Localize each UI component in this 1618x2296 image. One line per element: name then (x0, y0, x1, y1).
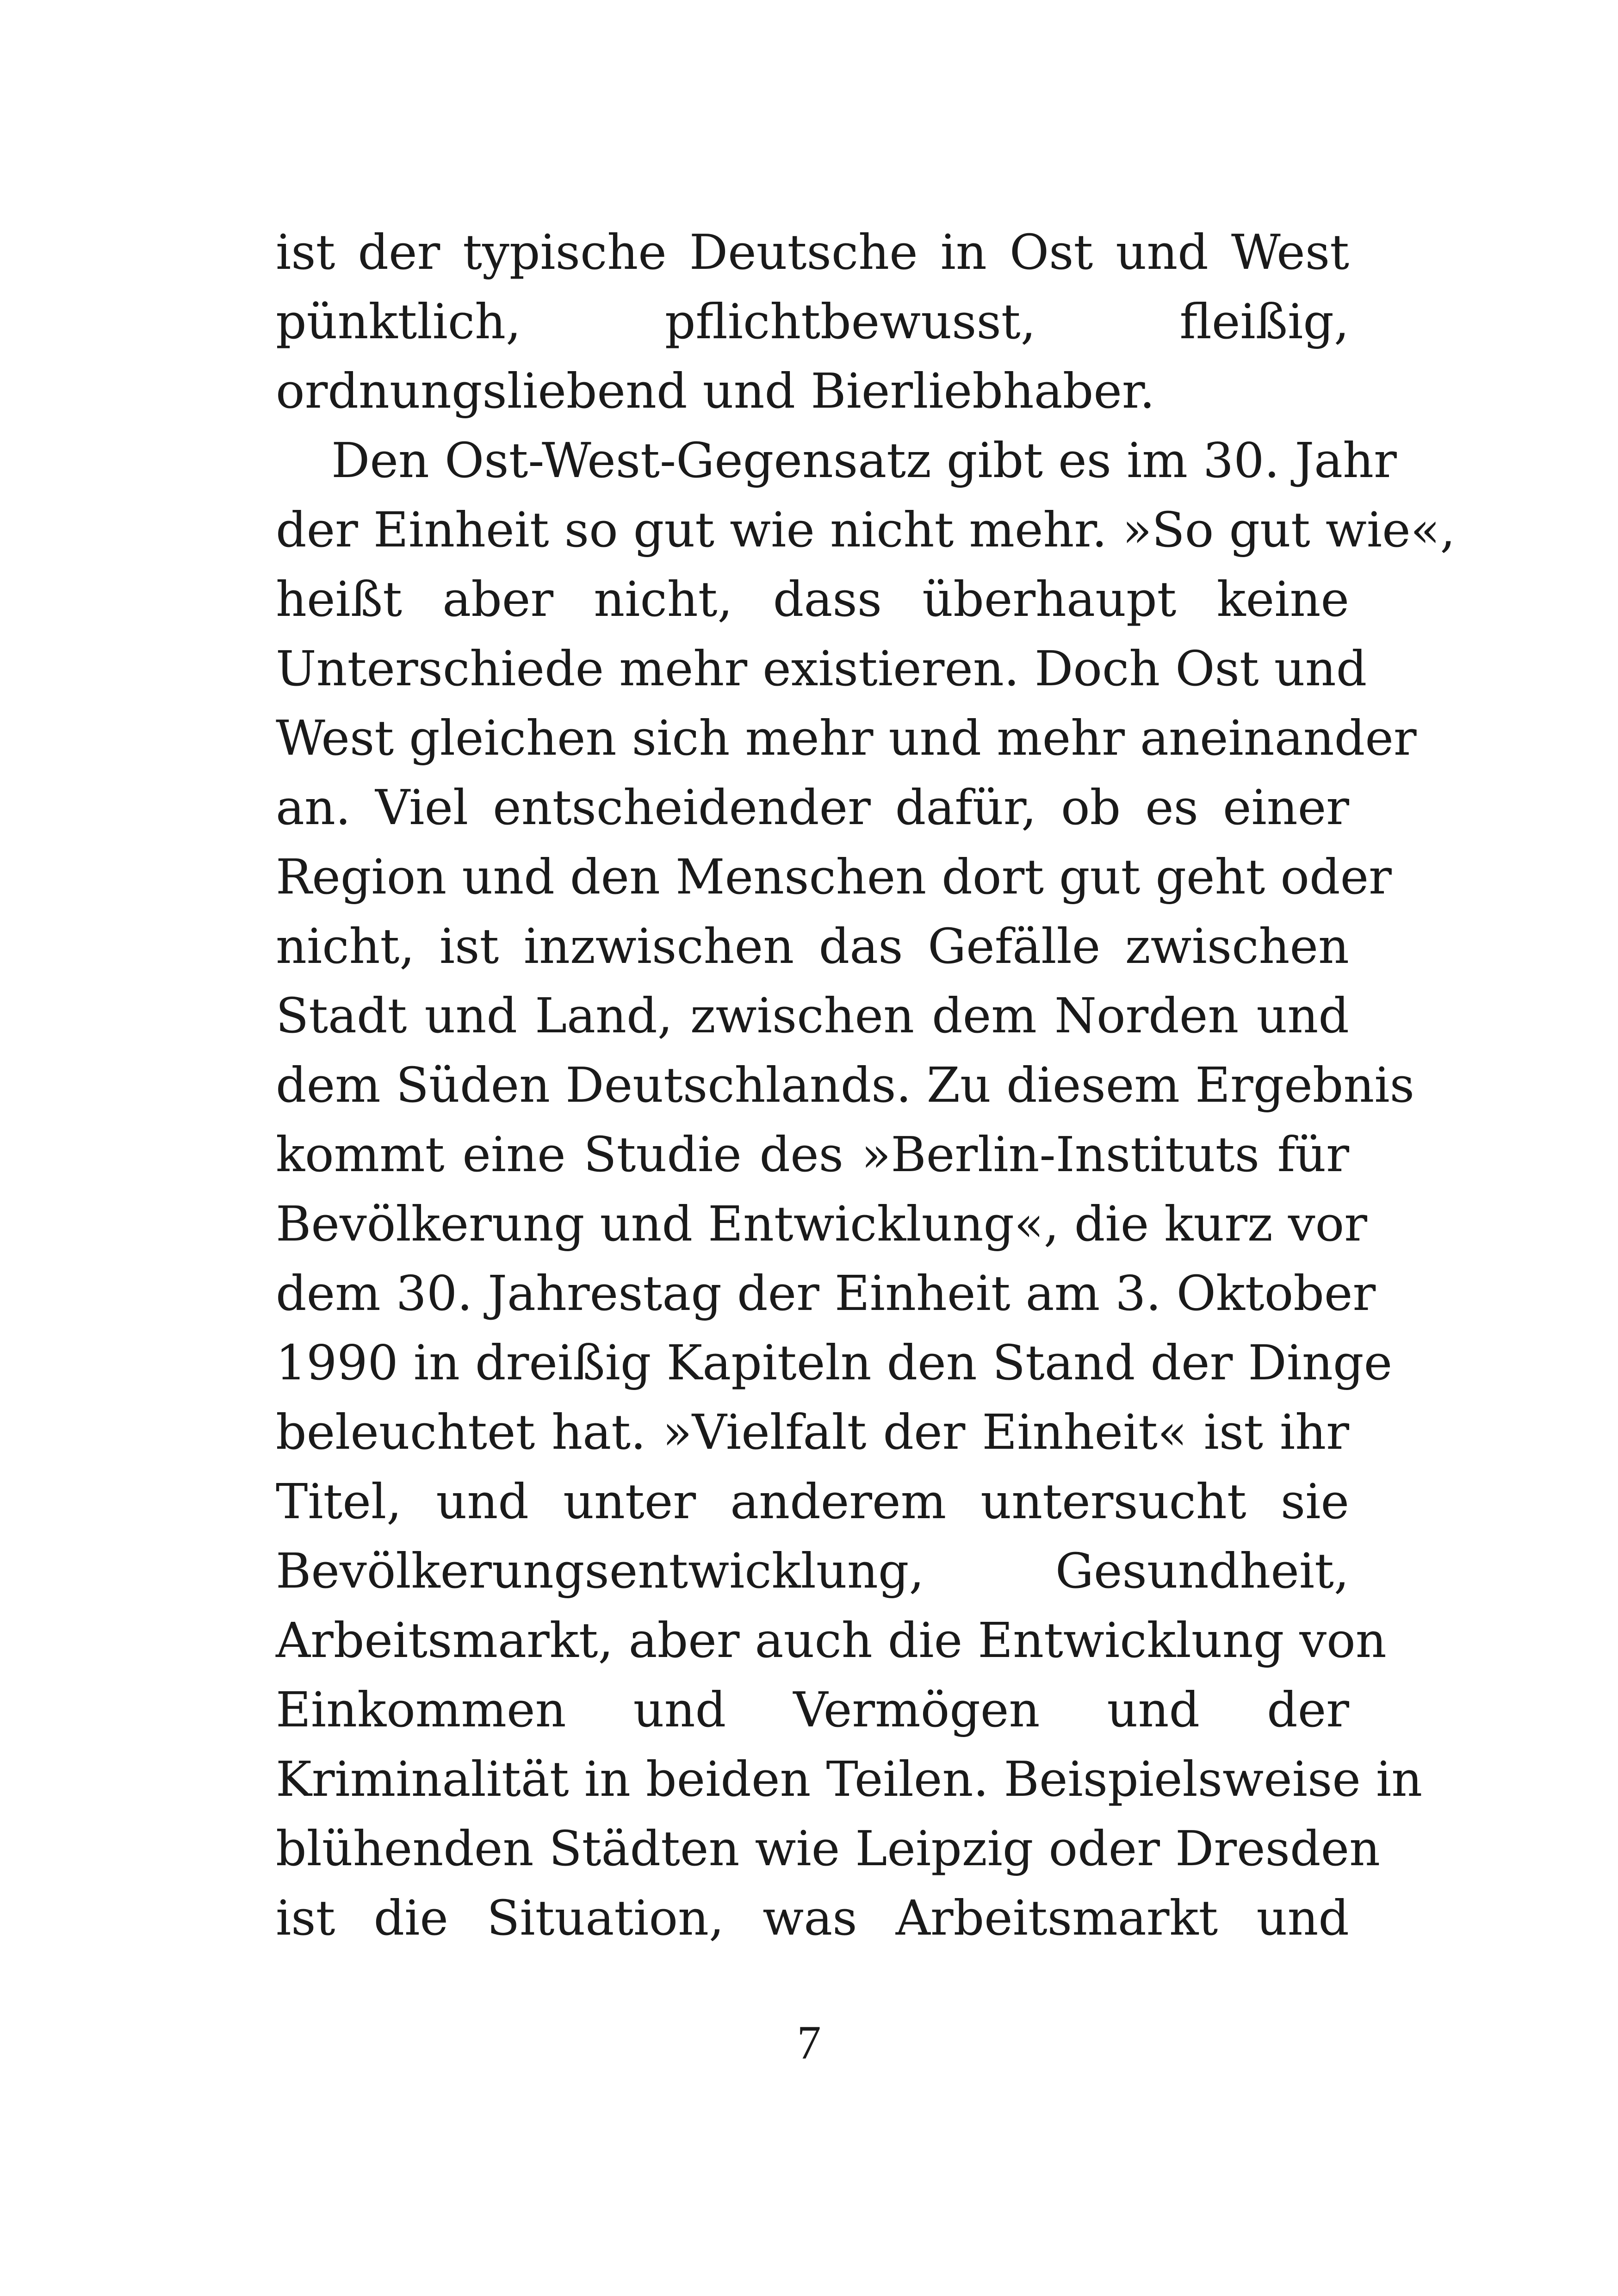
text-line: ist die Situation, was Arbeitsmarkt und (276, 1890, 1349, 1946)
text-line: ist der typische Deutsche in Ost und West (276, 224, 1349, 280)
text-line: ordnungsliebend und Bierliebhaber. (276, 363, 1155, 419)
text-line: Unterschiede mehr existieren. Doch Ost und (276, 640, 1367, 697)
body-text (276, 217, 1456, 1953)
text-line: kommt eine Studie des »Berlin-Instituts für (276, 1126, 1349, 1183)
text-line: dem Süden Deutschlands. Zu diesem Ergebnis (276, 1057, 1415, 1113)
page-number: 7 (797, 2016, 821, 2069)
text-line: an. Viel entscheidender dafür, ob es einer (276, 779, 1349, 836)
text-line: der Einheit so gut wie nicht mehr. »So gut wie«, (276, 502, 1456, 558)
text-line: dem 30. Jahrestag der Einheit am 3. Oktober (276, 1265, 1376, 1322)
text-line: Kriminalität in beiden Teilen. Beispielsweise in (276, 1751, 1423, 1807)
text-line: Einkommen und Vermögen und der (276, 1682, 1349, 1738)
text-line: Titel, und unter anderem untersucht sie (276, 1473, 1349, 1530)
text-line: blühenden Städten wie Leipzig oder Dresden (276, 1820, 1381, 1877)
text-line: pünktlich, pflichtbewusst, fleißig, (276, 293, 1349, 350)
text-line: West gleichen sich mehr und mehr aneinander (276, 710, 1417, 766)
text-line: Arbeitsmarkt, aber auch die Entwicklung von (276, 1612, 1387, 1669)
text-line: Den Ost-West-Gegensatz gibt es im 30. Jahr (331, 432, 1397, 489)
text-line: Bevölkerungsentwicklung, Gesundheit, (276, 1543, 1349, 1599)
text-line: heißt aber nicht, dass überhaupt keine (276, 571, 1349, 627)
text-line: Bevölkerung und Entwicklung«, die kurz vor (276, 1196, 1367, 1252)
text-line: Stadt und Land, zwischen dem Norden und (276, 987, 1349, 1044)
text-line: Region und den Menschen dort gut geht oder (276, 849, 1392, 905)
text-line: 1990 in dreißig Kapiteln den Stand der Dinge (276, 1334, 1393, 1391)
text-line: beleuchtet hat. »Vielfalt der Einheit« ist ihr (276, 1404, 1349, 1460)
text-line: nicht, ist inzwischen das Gefälle zwischen (276, 918, 1349, 974)
